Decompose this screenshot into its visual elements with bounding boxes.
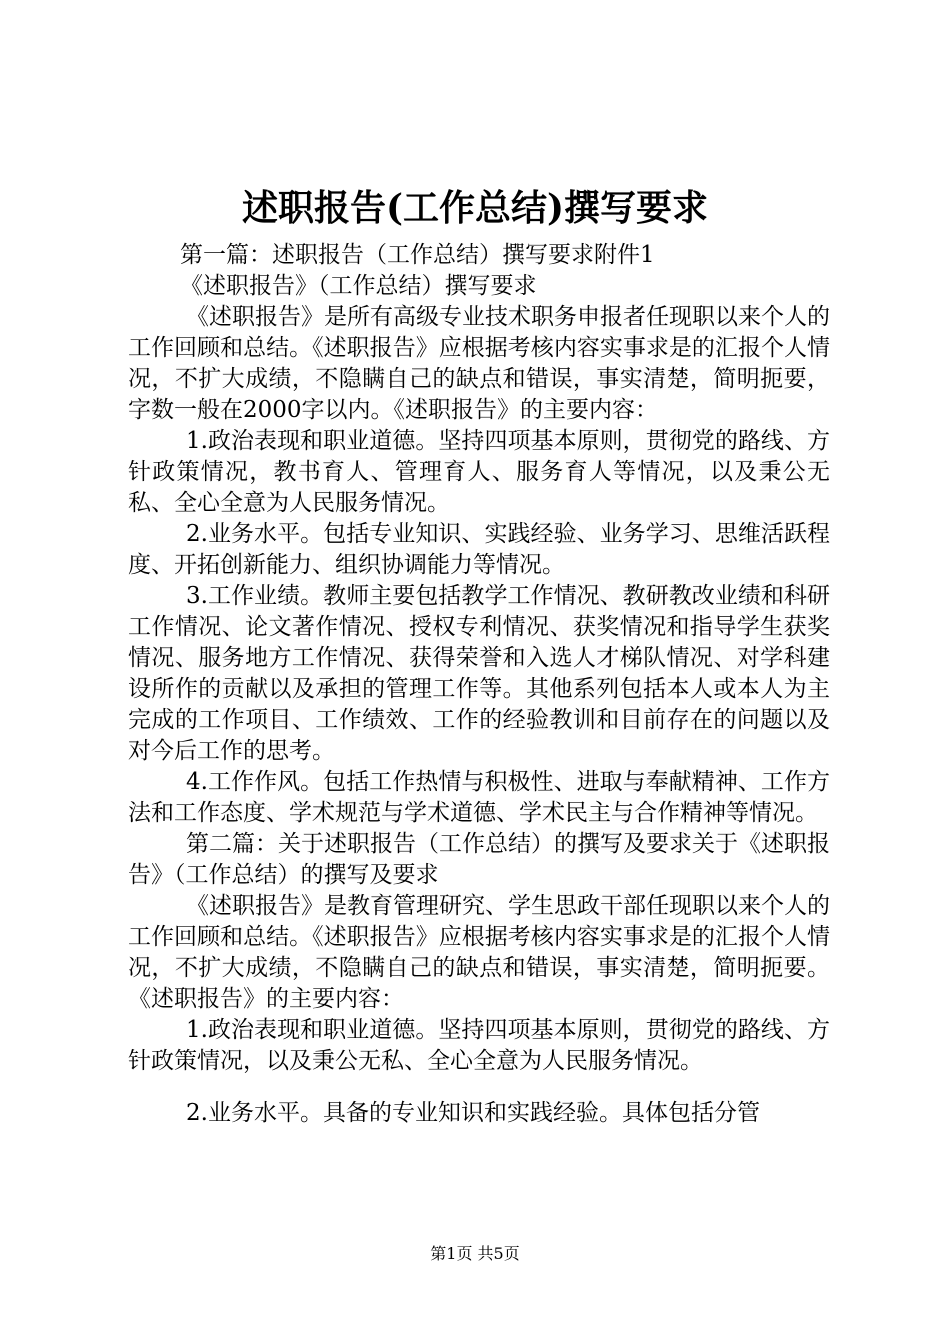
document-title: 述职报告(工作总结)撰写要求 bbox=[241, 187, 709, 229]
section-heading-2: 第二篇：关于述职报告（工作总结）的撰写及要求关于《述职报告》（工作总结）的撰写及要求 bbox=[128, 831, 830, 888]
list-item: 2.业务水平。具备的专业知识和实践经验。具体包括分管 bbox=[186, 1100, 760, 1126]
paragraph: 《述职报告》是教育管理研究、学生思政干部任现职以来个人的工作回顾和总结。《述职报告》应根据考核内容实事求是的汇报个人情况，不扩大成绩，不隐瞒自己的缺点和错误，事实清楚，简明扼要。《述职报告》的主要内容： bbox=[128, 893, 830, 1012]
paragraph: 《述职报告》是所有高级专业技术职务申报者任现职以来个人的工作回顾和总结。《述职报告》应根据考核内容实事求是的汇报个人情况，不扩大成绩，不隐瞒自己的缺点和错误，事实清楚，简明扼要，字数一般在2000字以内。《述职报告》的主要内容： bbox=[128, 304, 830, 423]
section-heading-1: 第一篇：述职报告（工作总结）撰写要求附件1 bbox=[180, 242, 655, 268]
document-body bbox=[128, 240, 830, 1129]
list-item: 2.业务水平。包括专业知识、实践经验、业务学习、思维活跃程度、开拓创新能力、组织协调能力等情况。 bbox=[128, 521, 830, 578]
list-item: 4.工作作风。包括工作热情与积极性、进取与奉献精神、工作方法和工作态度、学术规范与学术道德、学术民主与合作精神等情况。 bbox=[128, 769, 830, 826]
list-item: 1.政治表现和职业道德。坚持四项基本原则，贯彻党的路线、方针政策情况，教书育人、管理育人、服务育人等情况，以及秉公无私、全心全意为人民服务情况。 bbox=[128, 428, 830, 516]
subheading-1: 《述职报告》（工作总结）撰写要求 bbox=[180, 273, 537, 299]
list-item: 1.政治表现和职业道德。坚持四项基本原则，贯彻党的路线、方针政策情况，以及秉公无私、全心全意为人民服务情况。 bbox=[128, 1017, 830, 1074]
page-footer: 第1页 共5页 bbox=[430, 1244, 520, 1263]
list-item: 3.工作业绩。教师主要包括教学工作情况、教研教改业绩和科研工作情况、论文著作情况、授权专利情况、获奖情况和指导学生获奖情况、服务地方工作情况、获得荣誉和入选人才梯队情况、对学科建设所作的贡献以及承担的管理工作等。其他系列包括本人或本人为主完成的工作项目、工作绩效、工作的经验教训和目前存在的问题以及对今后工作的思考。 bbox=[128, 583, 830, 764]
